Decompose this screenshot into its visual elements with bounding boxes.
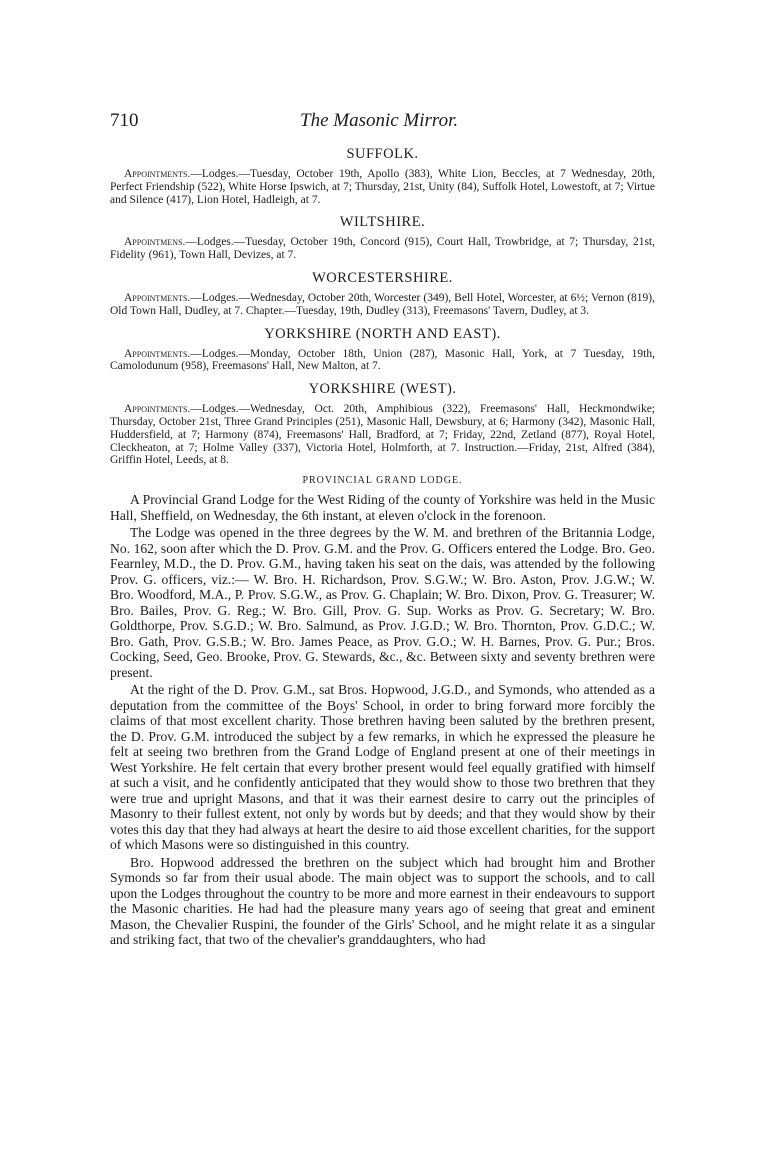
article-heading: PROVINCIAL GRAND LODGE. [302,475,463,487]
section-heading: YORKSHIRE (NORTH AND EAST). [264,325,501,342]
section-text [110,348,655,374]
appointments-body: —Lodges.—Tuesday, October 19th, Apollo (383), White Lion, Beccles, at 7 Wednesday, 20th, Perfect Friendship (522), White Horse Ipswich, at 7; Thursday, 21st, Unity (84), Suffolk Hotel, Lowestoft, at 7; Virtue and Silence (417), Lion Hotel, Hadleigh, at 7. [110,168,655,206]
page [110,108,655,950]
section-heading: WILTSHIRE. [339,214,426,231]
appointments-label: Appointments. [124,168,191,180]
section-text [110,236,655,262]
section-wiltshire [110,214,655,262]
appointments-body: —Lodges.—Wednesday, Oct. 20th, Amphibious (322), Freemasons' Hall, Heckmondwike; Thursday, October 21st, Three Grand Principles (251), Masonic Hall, Dewsbury, at 6; Harmony (342), Masonic Hall, Huddersfield, at 7; Harmony (874), Freemasons' Hall, Bradford, at 7; Friday, 22nd, Zetland (877), Royal Hotel, Cleckheaton, at 7; Holme Valley (337), Victoria Hotel, Holmforth, at 7. Instruction.—Friday, 21st, Alfred (384), Griffin Hotel, Leeds, at 8. [110,403,655,467]
section-worcestershire [110,270,655,318]
section-suffolk [110,146,655,206]
section-heading: SUFFOLK. [346,146,419,162]
appointments-body: —Lodges.—Tuesday, October 19th, Concord (915), Court Hall, Trowbridge, at 7; Thursday, 21st, Fidelity (961), Town Hall, Devizes, at 7. [110,236,655,262]
appointments-label: Appointments. [124,291,191,304]
section-heading: WORCESTERSHIRE. [312,269,453,286]
section-yorkshire-west [110,381,655,467]
running-title: The Masonic Mirror. [300,110,459,131]
article-paragraph: Bro. Hopwood addressed the brethren on the subject which had brought him and Brother Symonds so far from their usual abode. The main object was to support the schools, and to call upon the Lodges throughout the country to be more and more earnest in their endeavours to support the Masonic charities. He had had the pleasure many years ago of seeing that great and eminent Mason, the Chevalier Ruspini, the founder of the Girls' School, and he might relate it as a singular and striking fact, that two of the chevalier's granddaughters, who had [110,854,655,948]
article-paragraph: At the right of the D. Prov. G.M., sat Bros. Hopwood, J.G.D., and Symonds, who attended as a deputation from the committee of the Boys' School, in order to bring forward more forcibly the claims of that most excellent charity. Those brethren having been saluted by the brethren present, the D. Prov. G.M. introduced the subject by a few remarks, in which he expressed the pleasure he felt at seeing two brethren from the Grand Lodge of England present at one of their meetings in West Yorkshire. He felt certain that every brother present would feel equally gratified with himself at such a visit, and he confidently anticipated that they would show to those two brethren that they were true and upright Masons, and that it was their earnest desire to carry out the principles of Masonry to their fullest extent, not only by words but by deeds; and that they would show by their votes this day that they had always at heart the desire to aid those excellent charities, for the support of which Masons were so distinguished in this country. [110,682,655,853]
section-text [110,168,655,206]
article-paragraph: A Provincial Grand Lodge for the West Riding of the county of Yorkshire was held in the Music Hall, Sheffield, on Wednesday, the 6th instant, at eleven o'clock in the forenoon. [110,492,655,523]
appointments-label: Appointments. [124,403,191,416]
page-header [110,108,655,138]
appointments-label: Appointmens. [124,236,186,249]
article-paragraph: The Lodge was opened in the three degrees by the W. M. and brethren of the Britannia Lodge, No. 162, soon after which the D. Prov. G.M. and the Prov. G. Officers entered the Lodge. Bro. Geo. Fearnley, M.D., the D. Prov. G.M., having taken his seat on the dais, was attended by the following Prov. G. officers, viz.:— W. Bro. H. Richardson, Prov. S.G.W.; W. Bro. Aston, Prov. J.G.W.; W. Bro. Woodford, M.A., P. Prov. S.G.W., as Prov. G. Chaplain; W. Bro. Dixon, Prov. G. Treasurer; W. Bro. Bailes, Prov. G. Reg.; W. Bro. Gill, Prov. G. Sup. Works as Prov. G. Secretary; W. Bro. Goldthorpe, Prov. S.G.D.; W. Bro. Salmund, as Prov. J.G.D.; W. Bro. Thornton, Prov. G.D.C.; W. Bro. Gath, Prov. G.S.B.; W. Bro. James Peace, as Prov. G.O.; W. H. Barnes, Prov. G. Pur.; Bros. Cocking, Seed, Geo. Brooke, Prov. G. Stewards, &c., &c. Between sixty and seventy brethren were present. [110,525,655,680]
section-text [110,292,655,318]
section-yorkshire-north-east [110,326,655,374]
section-heading: YORKSHIRE (WEST). [308,381,457,398]
article-provincial-grand-lodge [110,475,655,948]
appointments-body: —Lodges.—Monday, October 18th, Union (287), Masonic Hall, York, at 7 Tuesday, 19th, Camolodunum (958), Freemasons' Hall, New Malton, at 7. [110,347,655,373]
appointments-body: —Lodges.—Wednesday, October 20th, Worcester (349), Bell Hotel, Worcester, at 6½; Vernon (819), Old Town Hall, Dudley, at 7. Chapter.—Tuesday, 19th, Dudley (313), Freemasons' Tavern, Dudley, at 3. [110,291,655,317]
appointments-label: Appointments. [124,347,191,360]
page-number: 710 [110,110,139,131]
section-text [110,403,655,467]
